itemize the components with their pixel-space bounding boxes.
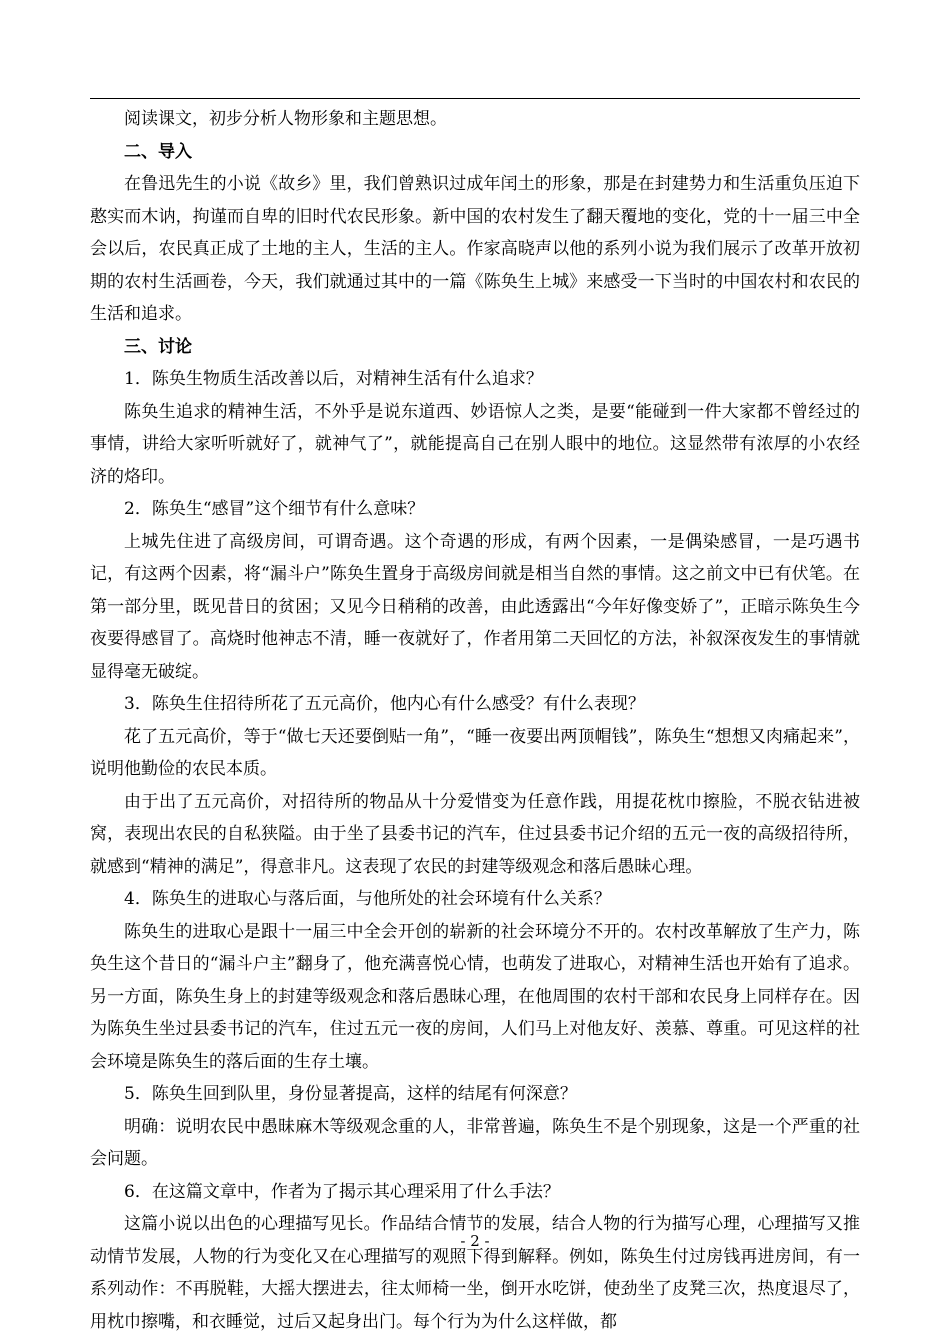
paragraph: 陈奂生的进取心是跟十一届三中全会开创的崭新的社会环境分不开的。农村改革解放了生产力，陈奂生这个昔日的“漏斗户主”翻身了，他充满喜悦心情，也萌发了进取心，对精神生活也开始有了追求。另一方面，陈奂生身上的封建等级观念和落后愚昧心理，在他周围的农村干部和农民身上同样存在。因为陈奂生坐过县委书记的汽车，住过五元一夜的房间，人们马上对他友好、羡慕、尊重。可见这样的社会环境是陈奂生的落后面的生存土壤。: [90, 921, 860, 1072]
paragraph: 这篇小说以出色的心理描写见长。作品结合情节的发展，结合人物的行为描写心理，心理描写又推动情节发展，人物的行为变化又在心理描写的观照下得到解释。例如，陈奂生付过房钱再进房间，有一系列动作：不再脱鞋，大摇大摆进去，往太师椅一坐，倒开水吃饼，使劲坐了皮凳三次，热度退尽了，用枕巾擦嘴，和衣睡觉，过后又起身出门。每个行为为什么这样做，都: [90, 1214, 860, 1332]
question: 1．陈奂生物质生活改善以后，对精神生活有什么追求？: [124, 369, 543, 389]
paragraph: 由于出了五元高价，对招待所的物品从十分爱惜变为任意作践，用提花枕巾擦脸，不脱衣钻进被窝，表现出农民的自私狭隘。由于坐了县委书记的汽车，住过县委书记介绍的五元一夜的高级招待所，就感到“精神的满足”，得意非凡。这表现了农民的封建等级观念和落后愚昧心理。: [90, 791, 860, 877]
paragraph: 陈奂生追求的精神生活，不外乎是说东道西、妙语惊人之类，是要“能碰到一件大家都不曾经过的事情，讲给大家听听就好了，就神气了”，就能提高自己在别人眼中的地位。这显然带有浓厚的小农经济的烙印。: [90, 401, 860, 487]
question: 3．陈奂生住招待所花了五元高价，他内心有什么感受？有什么表现？: [124, 694, 645, 714]
paragraph: 阅读课文，初步分析人物形象和主题思想。: [124, 109, 447, 129]
question: 4．陈奂生的进取心与落后面，与他所处的社会环境有什么关系？: [124, 889, 611, 909]
paragraph: 在鲁迅先生的小说《故乡》里，我们曾熟识过成年闰土的形象，那是在封建势力和生活重负压迫下憨实而木讷，拘谨而自卑的旧时代农民形象。新中国的农村发生了翻天覆地的变化，党的十一届三中全会以后，农民真正成了土地的主人，生活的主人。作家高晓声以他的系列小说为我们展示了改革开放初期的农村生活画卷，今天，我们就通过其中的一篇《陈奂生上城》来感受一下当时的中国农村和农民的生活和追求。: [90, 174, 860, 324]
paragraph: 上城先住进了高级房间，可谓奇遇。这个奇遇的形成，有两个因素，一是偶染感冒，一是巧遇书记，有这两个因素，将“漏斗户”陈奂生置身于高级房间就是相当自然的事情。这之前文中已有伏笔。在第一部分里，既见昔日的贫困；又见今日稍稍的改善，由此透露出“今年好像变娇了”，正暗示陈奂生今夜要得感冒了。高烧时他神志不清，睡一夜就好了，作者用第二天回忆的方法，补叙深夜发生的事情就显得毫无破绽。: [90, 531, 860, 682]
paragraph: 花了五元高价，等于“做七天还要倒贴一角”，“睡一夜要出两顶帽钱”，陈奂生“想想又肉痛起来”，说明他勤俭的农民本质。: [90, 726, 860, 779]
document-body: [90, 103, 860, 1338]
paragraph: 明确：说明农民中愚昧麻木等级观念重的人，非常普遍，陈奂生不是个别现象，这是一个严重的社会问题。: [90, 1116, 860, 1169]
page-number: - 2 -: [460, 1232, 490, 1250]
question: 2．陈奂生“感冒”这个细节有什么意味？: [124, 499, 425, 519]
section-heading: 二、导入: [124, 141, 192, 162]
header-rule: [90, 98, 860, 99]
question: 5．陈奂生回到队里，身份显著提高，这样的结尾有何深意？: [124, 1084, 577, 1104]
question: 6．在这篇文章中，作者为了揭示其心理采用了什么手法？: [124, 1181, 560, 1202]
section-heading: 三、讨论: [124, 336, 192, 357]
